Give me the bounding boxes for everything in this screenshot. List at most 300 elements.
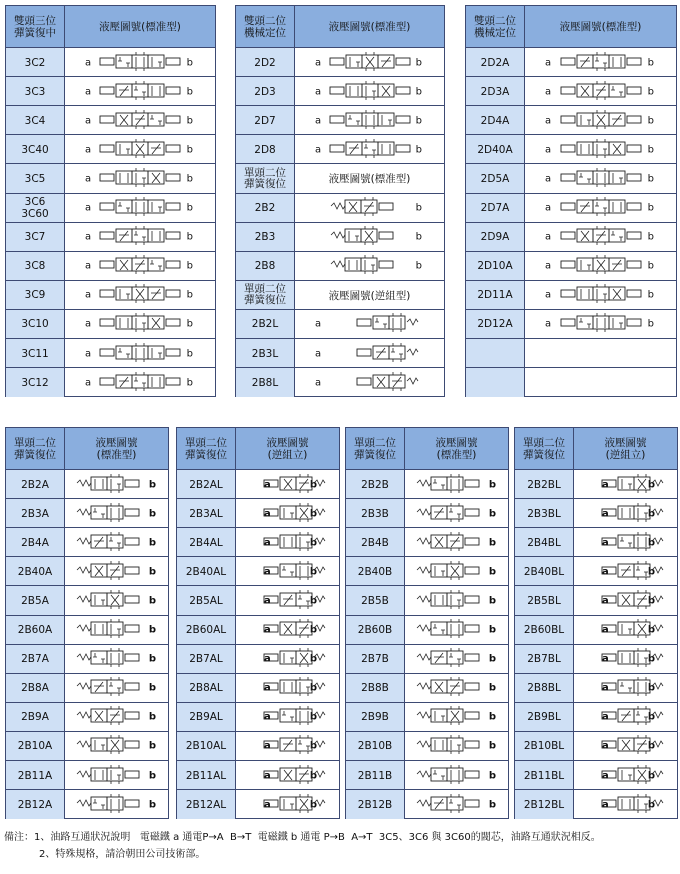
solenoid-a-label: a [545,260,552,272]
solenoid-a-label: a [545,202,552,214]
valve-symbol-icon [558,109,644,129]
solenoid-b-label: b [415,115,422,127]
solenoid-b-label: b [647,202,654,214]
solenoid-a-label: a [545,57,552,69]
solenoid-b-label: b [488,537,496,549]
valve-symbol [413,618,499,642]
valve-symbol [578,793,664,817]
model-code: 2D7 [236,106,295,135]
valve-symbol [333,371,419,395]
valve-symbol [97,138,183,162]
valve-symbol-icon [327,196,413,216]
table-row [177,673,339,703]
valve-symbol [413,531,499,555]
solenoid-a-label: a [85,260,92,272]
diagram-cell [405,586,508,615]
diagram-cell [65,252,215,281]
model-code: 3C12 [6,368,65,397]
table-row [515,644,677,674]
table-row [515,673,677,703]
valve-symbol-icon [240,589,326,609]
diagram-cell [236,528,339,557]
valve-symbol-icon [97,138,183,158]
solenoid-b-label: b [647,653,655,665]
model-code: 3C7 [6,223,65,252]
valve-symbol-icon [413,531,499,551]
subheader-diagram-title: 液壓圖號(標准型) [328,173,411,186]
solenoid-a-label: a [264,595,271,607]
valve-symbol [413,676,499,700]
diagram-cell [295,310,444,339]
solenoid-b-label: b [647,770,655,782]
valve-symbol-icon [240,531,326,551]
valve-table [5,427,169,819]
valve-symbol [73,734,159,758]
valve-symbol-icon [413,676,499,696]
valve-symbol-icon [413,560,499,580]
model-code: 2B8AL [177,674,236,703]
table-header [6,6,215,47]
header-diagram-title: 液壓圖號(標准型) [559,20,642,33]
diagram-cell [574,499,677,528]
valve-symbol-icon [240,793,326,813]
valve-symbol-icon [73,793,159,813]
table-row [177,527,339,557]
solenoid-b-label: b [148,740,156,752]
table-row [346,469,508,499]
solenoid-b-label: b [488,595,496,607]
valve-symbol [327,51,413,75]
model-code: 2B60AL [177,616,236,645]
model-code: 3C9 [6,281,65,310]
valve-symbol-icon [333,371,419,391]
valve-symbol [413,589,499,613]
model-code: 2B11B [346,761,405,790]
valve-symbol-icon [73,647,159,667]
table-row [177,469,339,499]
solenoid-a-label: a [264,653,271,665]
solenoid-b-label: b [415,144,422,156]
model-code: 2B11AL [177,761,236,790]
valve-symbol-icon [73,734,159,754]
diagram-cell [65,703,168,732]
diagram-cell [574,616,677,645]
diagram-cell [574,528,677,557]
valve-symbol [73,502,159,526]
table-row [6,702,168,732]
header-diagram-title: 液壓圖號 (逆組立) [604,436,647,461]
model-code: 2B3 [236,223,295,252]
header-diagram-title: 液壓圖號 (標准型) [435,436,478,461]
model-code: 2B7BL [515,645,574,674]
model-code: 2D8 [236,135,295,164]
footnotes [4,829,601,863]
diagram-cell [295,106,444,135]
valve-symbol-icon [327,225,413,245]
valve-symbol-icon [240,560,326,580]
table-row [236,105,444,135]
solenoid-b-label: b [647,682,655,694]
table-subheader [236,280,444,310]
diagram-cell [574,586,677,615]
solenoid-a-label: a [602,537,609,549]
subheader-type: 單頭二位 彈簧復位 [236,281,295,310]
solenoid-a-label: a [315,318,322,330]
model-code: 3C4 [6,106,65,135]
valve-symbol [240,647,326,671]
valve-symbol-icon [578,734,664,754]
header-type: 單頭二位 彈簧復位 [177,428,236,469]
valve-symbol [240,764,326,788]
valve-symbol [240,793,326,817]
solenoid-a-label: a [315,377,322,389]
diagram-cell [525,48,676,77]
valve-table [514,427,678,819]
valve-symbol-icon [240,618,326,638]
valve-symbol [73,676,159,700]
solenoid-b-label: b [309,566,317,578]
model-code: 2D4A [466,106,525,135]
diagram-cell [295,194,444,223]
table-row [346,556,508,586]
valve-symbol-icon [558,312,644,332]
valve-symbol-icon [97,51,183,71]
diagram-cell [65,223,215,252]
valve-symbol-icon [578,764,664,784]
model-code: 2D5A [466,164,525,193]
table-row [6,469,168,499]
diagram-cell [405,616,508,645]
solenoid-a-label: a [602,508,609,520]
header-type: 雙頭三位 彈簧復中 [6,6,65,47]
table-row [515,731,677,761]
model-code: 2B10BL [515,732,574,761]
solenoid-b-label: b [186,260,193,272]
model-code: 2B2A [6,470,65,499]
diagram-cell [574,557,677,586]
diagram-cell [65,164,215,193]
diagram-cell [295,135,444,164]
solenoid-b-label: b [647,173,654,185]
valve-symbol-icon [73,618,159,638]
header-diagram-title: 液壓圖號 (逆組立) [266,436,309,461]
solenoid-a-label: a [85,289,92,301]
model-code: 2B12B [346,790,405,819]
solenoid-b-label: b [186,202,193,214]
model-code: 2B3AL [177,499,236,528]
model-code: 3C11 [6,339,65,368]
valve-symbol [413,502,499,526]
valve-symbol [73,560,159,584]
solenoid-a-label: a [264,624,271,636]
table-row [515,556,677,586]
solenoid-a-label: a [545,86,552,98]
table-header [236,6,444,47]
table-row [346,789,508,819]
diagram-cell [525,252,676,281]
model-code: 3C2 [6,48,65,77]
valve-symbol [73,793,159,817]
table-row [466,309,676,339]
solenoid-b-label: b [647,479,655,491]
valve-symbol [327,225,413,249]
model-code: 2B11A [6,761,65,790]
diagram-cell [405,499,508,528]
valve-symbol [558,283,644,307]
diagram-cell [65,761,168,790]
table-row [6,222,215,252]
solenoid-a-label: a [545,289,552,301]
table-header [515,428,677,469]
diagram-cell [236,470,339,499]
diagram-cell [405,528,508,557]
solenoid-b-label: b [647,144,654,156]
valve-symbol-icon [578,502,664,522]
header-diagram-title: 液壓圖號(標准型) [328,20,411,33]
diagram-cell [65,48,215,77]
model-code: 2B3BL [515,499,574,528]
valve-symbol-icon [97,225,183,245]
table-row [346,731,508,761]
solenoid-b-label: b [309,624,317,636]
valve-symbol-icon [97,342,183,362]
model-code: 2B4AL [177,528,236,557]
solenoid-b-label: b [309,770,317,782]
table-row [6,134,215,164]
model-code: 2B12AL [177,790,236,819]
table-row [177,498,339,528]
solenoid-b-label: b [415,57,422,69]
solenoid-b-label: b [488,508,496,520]
solenoid-a-label: a [545,144,552,156]
valve-symbol [97,109,183,133]
table-row [6,527,168,557]
valve-symbol [578,589,664,613]
valve-symbol [413,705,499,729]
valve-symbol-icon [97,80,183,100]
table-row [466,251,676,281]
valve-symbol [327,80,413,104]
valve-symbol-icon [558,167,644,187]
diagram-cell [574,674,677,703]
model-code: 2B9B [346,703,405,732]
valve-symbol [558,225,644,249]
diagram-cell [574,761,677,790]
valve-symbol-icon [578,676,664,696]
table-header [6,428,168,469]
model-code: 2B8 [236,252,295,281]
model-code: 2B8A [6,674,65,703]
table-row [466,76,676,106]
solenoid-a-label: a [602,799,609,811]
table-row [236,251,444,281]
valve-table [345,427,509,819]
solenoid-a-label: a [602,740,609,752]
solenoid-b-label: b [186,231,193,243]
diagram-cell [525,194,676,223]
valve-symbol-icon [578,531,664,551]
valve-symbol [97,167,183,191]
table-header [466,6,676,47]
solenoid-a-label: a [264,537,271,549]
header-type: 單頭二位 彈簧復位 [515,428,574,469]
table-row [6,789,168,819]
solenoid-a-label: a [545,318,552,330]
header-type: 雙頭二位 機械定位 [466,6,525,47]
valve-symbol-icon [327,109,413,129]
subheader-type: 單頭二位 彈簧復位 [236,164,295,193]
solenoid-b-label: b [647,711,655,723]
solenoid-a-label: a [85,231,92,243]
table-row [6,556,168,586]
solenoid-b-label: b [148,508,156,520]
diagram-cell [574,732,677,761]
table-row [346,498,508,528]
solenoid-b-label: b [488,624,496,636]
table-row [177,615,339,645]
model-code: 2B8L [236,368,295,397]
solenoid-a-label: a [85,318,92,330]
solenoid-a-label: a [602,653,609,665]
table-row [515,469,677,499]
model-code: 2B10AL [177,732,236,761]
solenoid-b-label: b [309,799,317,811]
valve-symbol-icon [97,312,183,332]
header-type: 單頭二位 彈簧復位 [346,428,405,469]
valve-symbol [578,473,664,497]
table-row [515,789,677,819]
model-code: 2B2B [346,470,405,499]
model-code: 2B7B [346,645,405,674]
valve-symbol-icon [578,560,664,580]
solenoid-a-label: a [85,57,92,69]
valve-symbol-icon [240,734,326,754]
solenoid-b-label: b [415,260,422,272]
valve-symbol [73,531,159,555]
diagram-cell [295,252,444,281]
diagram-cell [236,732,339,761]
valve-symbol [558,138,644,162]
valve-symbol [578,676,664,700]
table-row [515,527,677,557]
valve-symbol [240,618,326,642]
diagram-cell [236,499,339,528]
table-row [466,367,676,397]
valve-symbol-icon [578,793,664,813]
diagram-cell [574,703,677,732]
valve-symbol-icon [73,589,159,609]
valve-symbol [558,109,644,133]
table-row [236,309,444,339]
valve-symbol [413,647,499,671]
valve-symbol [240,676,326,700]
valve-symbol-icon [327,254,413,274]
valve-symbol-icon [413,764,499,784]
model-code: 2B2 [236,194,295,223]
solenoid-a-label: a [315,348,322,360]
table-row [6,105,215,135]
table-row [236,47,444,77]
model-code: 2B9A [6,703,65,732]
solenoid-a-label: a [85,115,92,127]
solenoid-b-label: b [309,479,317,491]
solenoid-b-label: b [148,682,156,694]
model-code: 2B2BL [515,470,574,499]
valve-symbol [97,51,183,75]
valve-symbol [240,502,326,526]
diagram-cell [65,732,168,761]
valve-symbol [413,734,499,758]
valve-symbol-icon [240,502,326,522]
solenoid-a-label: a [602,624,609,636]
solenoid-b-label: b [488,682,496,694]
valve-symbol [413,473,499,497]
valve-symbol [578,647,664,671]
solenoid-b-label: b [647,537,655,549]
solenoid-b-label: b [186,57,193,69]
valve-symbol-icon [413,618,499,638]
solenoid-a-label: a [545,173,552,185]
solenoid-a-label: a [264,479,271,491]
valve-table [465,5,677,397]
model-code: 3C40 [6,135,65,164]
model-code: 2B9AL [177,703,236,732]
diagram-cell [65,674,168,703]
solenoid-a-label: a [264,508,271,520]
model-code: 3C8 [6,252,65,281]
valve-table [176,427,340,819]
model-code: 2B12A [6,790,65,819]
valve-symbol-icon [97,371,183,391]
solenoid-b-label: b [148,711,156,723]
solenoid-a-label: a [602,770,609,782]
diagram-cell [405,790,508,819]
valve-symbol-icon [73,531,159,551]
table-row [6,163,215,193]
valve-symbol [73,647,159,671]
model-code: 2B4BL [515,528,574,557]
diagram-cell [236,586,339,615]
valve-symbol [240,705,326,729]
diagram-cell [405,557,508,586]
valve-symbol-icon [413,705,499,725]
valve-symbol [240,589,326,613]
solenoid-a-label: a [602,711,609,723]
table-row [346,673,508,703]
model-code: 2B12BL [515,790,574,819]
model-code: 2B11BL [515,761,574,790]
table-row [515,498,677,528]
solenoid-a-label: a [315,115,322,127]
note-2: 2、特殊規格，請洽朝田公司技術部。 [4,849,206,860]
table-row [177,760,339,790]
model-code: 2B60BL [515,616,574,645]
model-code: 2D10A [466,252,525,281]
model-code: 2B3A [6,499,65,528]
diagram-cell [525,106,676,135]
valve-symbol [327,109,413,133]
table-row [515,702,677,732]
valve-symbol-icon [240,764,326,784]
valve-symbol [413,793,499,817]
valve-symbol-icon [73,676,159,696]
diagram-cell [65,586,168,615]
solenoid-b-label: b [488,479,496,491]
valve-symbol-icon [413,793,499,813]
table-subheader [236,163,444,193]
diagram-cell [65,470,168,499]
valve-symbol-icon [73,473,159,493]
